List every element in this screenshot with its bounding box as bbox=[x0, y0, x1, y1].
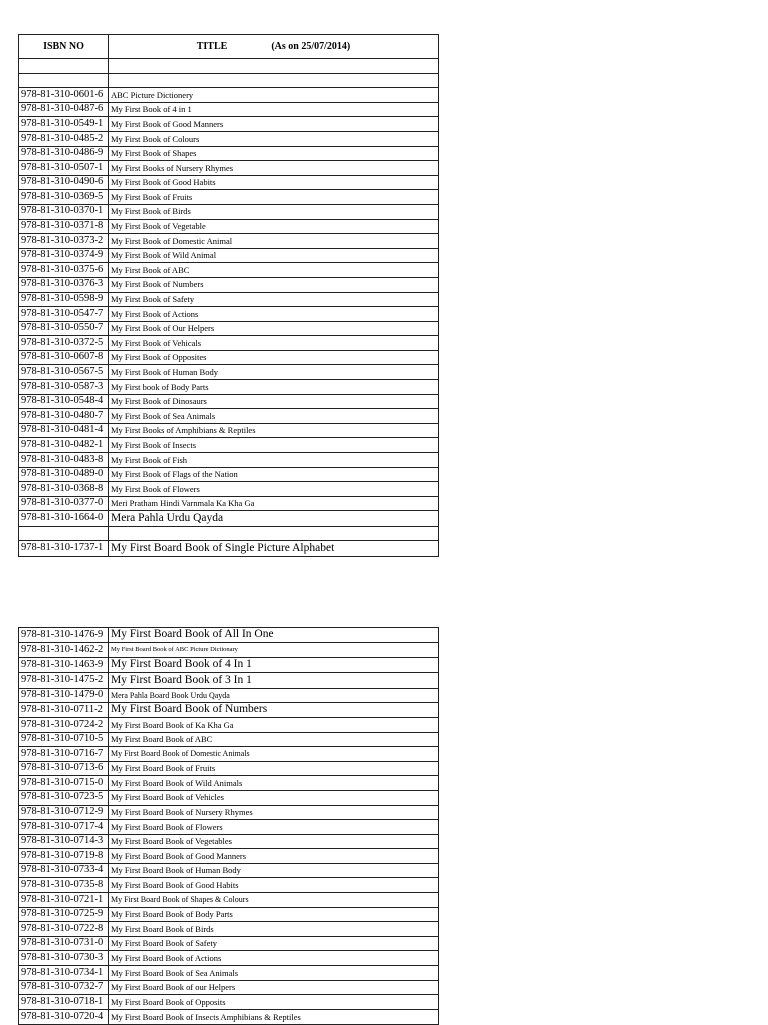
isbn-cell: 978-81-310-0507-1 bbox=[19, 161, 109, 176]
title-header-label: TITLE bbox=[196, 40, 228, 52]
table-row bbox=[19, 790, 439, 805]
table-row bbox=[19, 703, 439, 718]
isbn-cell: 978-81-310-0377-0 bbox=[19, 496, 109, 511]
isbn-cell: 978-81-310-0372-5 bbox=[19, 336, 109, 351]
title-cell: My First Board Book of Actions bbox=[109, 951, 439, 966]
isbn-cell: 978-81-310-0489-0 bbox=[19, 467, 109, 482]
title-cell: My First Board Book of ABC bbox=[109, 732, 439, 747]
isbn-cell: 978-81-310-0601-6 bbox=[19, 88, 109, 103]
title-cell: My First Book of Our Helpers bbox=[109, 321, 439, 336]
isbn-cell: 978-81-310-0486-9 bbox=[19, 146, 109, 161]
header-row bbox=[19, 35, 439, 59]
isbn-cell: 978-81-310-0713-6 bbox=[19, 761, 109, 776]
table-row bbox=[19, 951, 439, 966]
title-cell: My First Book of 4 in 1 bbox=[109, 102, 439, 117]
table-row bbox=[19, 423, 439, 438]
table-row bbox=[19, 307, 439, 322]
table-row bbox=[19, 893, 439, 908]
table-row bbox=[19, 834, 439, 849]
table-row bbox=[19, 747, 439, 762]
title-cell: My First Book of Safety bbox=[109, 292, 439, 307]
isbn-cell: 978-81-310-0369-5 bbox=[19, 190, 109, 205]
table-row bbox=[19, 936, 439, 951]
table-row bbox=[19, 907, 439, 922]
title-cell: My First Book of Sea Animals bbox=[109, 409, 439, 424]
table-row bbox=[19, 688, 439, 703]
table-row bbox=[19, 878, 439, 893]
title-cell: My First Book of Flowers bbox=[109, 482, 439, 497]
title-cell: My First Book of Insects bbox=[109, 438, 439, 453]
isbn-cell: 978-81-310-0483-8 bbox=[19, 453, 109, 468]
isbn-cell: 978-81-310-0721-1 bbox=[19, 893, 109, 908]
title-cell: My First Book of Shapes bbox=[109, 146, 439, 161]
isbn-cell: 978-81-310-0711-2 bbox=[19, 703, 109, 718]
title-cell: My First Board Book of Flowers bbox=[109, 820, 439, 835]
title-cell: My First Board Book of Vegetables bbox=[109, 834, 439, 849]
isbn-cell: 978-81-310-0371-8 bbox=[19, 219, 109, 234]
title-cell: My First Book of Dinosaurs bbox=[109, 394, 439, 409]
table-row bbox=[19, 1009, 439, 1024]
table-row bbox=[19, 409, 439, 424]
table-row bbox=[19, 321, 439, 336]
isbn-cell: 978-81-310-0731-0 bbox=[19, 936, 109, 951]
title-cell: My First Books of Amphibians & Reptiles bbox=[109, 423, 439, 438]
table-row bbox=[19, 438, 439, 453]
title-cell: My First Board Book of Domestic Animals bbox=[109, 747, 439, 762]
table-row bbox=[19, 394, 439, 409]
table-row bbox=[19, 541, 439, 556]
table-row bbox=[19, 219, 439, 234]
table-row bbox=[19, 673, 439, 688]
title-cell: My First Board Book of Vehicles bbox=[109, 790, 439, 805]
title-cell: My First Board Book of Numbers bbox=[109, 703, 439, 718]
table-row bbox=[19, 292, 439, 307]
table-row bbox=[19, 657, 439, 672]
title-cell: ABC Picture Dictionery bbox=[109, 88, 439, 103]
table-row bbox=[19, 922, 439, 937]
title-cell: My First Book of Fruits bbox=[109, 190, 439, 205]
table-row bbox=[19, 453, 439, 468]
table-row bbox=[19, 365, 439, 380]
isbn-cell: 978-81-310-0547-7 bbox=[19, 307, 109, 322]
isbn-cell: 978-81-310-0375-6 bbox=[19, 263, 109, 278]
title-cell: My First Books of Nursery Rhymes bbox=[109, 161, 439, 176]
title-cell: My First Board Book of Fruits bbox=[109, 761, 439, 776]
title-cell: Mera Pahla Urdu Qayda bbox=[109, 511, 439, 526]
isbn-cell: 978-81-310-0373-2 bbox=[19, 234, 109, 249]
title-cell: My First Board Book of 4 In 1 bbox=[109, 657, 439, 672]
isbn-cell: 978-81-310-0735-8 bbox=[19, 878, 109, 893]
isbn-cell: 978-81-310-0548-4 bbox=[19, 394, 109, 409]
table-row bbox=[19, 511, 439, 526]
isbn-cell: 978-81-310-0480-7 bbox=[19, 409, 109, 424]
isbn-cell: 978-81-310-0710-5 bbox=[19, 732, 109, 747]
table-row bbox=[19, 482, 439, 497]
title-cell: My First Book of Opposites bbox=[109, 350, 439, 365]
isbn-cell: 978-81-310-0716-7 bbox=[19, 747, 109, 762]
isbn-cell: 978-81-310-0370-1 bbox=[19, 204, 109, 219]
title-cell: My First Board Book of Birds bbox=[109, 922, 439, 937]
isbn-cell: 978-81-310-0485-2 bbox=[19, 131, 109, 146]
title-cell: My First Book of Colours bbox=[109, 131, 439, 146]
title-cell: My First Board Book of Single Picture Alphabet bbox=[109, 541, 439, 556]
isbn-cell: 978-81-310-0725-9 bbox=[19, 907, 109, 922]
isbn-cell: 978-81-310-0490-6 bbox=[19, 175, 109, 190]
table-row bbox=[19, 380, 439, 395]
title-cell: My First book of Body Parts bbox=[109, 380, 439, 395]
table-row bbox=[19, 190, 439, 205]
table-row bbox=[19, 88, 439, 103]
blank-row bbox=[19, 73, 439, 88]
isbn-cell: 978-81-310-0712-9 bbox=[19, 805, 109, 820]
title-cell: My First Board Book of Body Parts bbox=[109, 907, 439, 922]
blank-row bbox=[19, 526, 439, 541]
isbn-cell: 978-81-310-0732-7 bbox=[19, 980, 109, 995]
table-row bbox=[19, 863, 439, 878]
table-row bbox=[19, 776, 439, 791]
table-row bbox=[19, 248, 439, 263]
isbn-cell: 978-81-310-1463-9 bbox=[19, 657, 109, 672]
title-cell: My First Board Book of Shapes & Colours bbox=[109, 893, 439, 908]
table-row bbox=[19, 277, 439, 292]
isbn-cell: 978-81-310-0550-7 bbox=[19, 321, 109, 336]
title-cell: My First Book of Domestic Animal bbox=[109, 234, 439, 249]
table-row bbox=[19, 496, 439, 511]
isbn-cell: 978-81-310-0722-8 bbox=[19, 922, 109, 937]
isbn-cell: 978-81-310-0720-4 bbox=[19, 1009, 109, 1024]
title-cell: My First Board Book of our Helpers bbox=[109, 980, 439, 995]
isbn-cell: 978-81-310-1479-0 bbox=[19, 688, 109, 703]
title-cell: My First Book of Good Habits bbox=[109, 175, 439, 190]
title-cell: My First Book of Birds bbox=[109, 204, 439, 219]
title-header bbox=[109, 35, 439, 59]
table-row bbox=[19, 820, 439, 835]
table-row bbox=[19, 467, 439, 482]
table-row bbox=[19, 995, 439, 1010]
title-cell: My First Board Book of Human Body bbox=[109, 863, 439, 878]
title-cell: My First Board Book of Safety bbox=[109, 936, 439, 951]
table-row bbox=[19, 966, 439, 981]
title-cell: My First Book of Numbers bbox=[109, 277, 439, 292]
isbn-cell: 978-81-310-0368-8 bbox=[19, 482, 109, 497]
isbn-cell: 978-81-310-1476-9 bbox=[19, 628, 109, 643]
title-cell: My First Book of Vegetable bbox=[109, 219, 439, 234]
table-row bbox=[19, 805, 439, 820]
title-cell: My First Board Book of Opposits bbox=[109, 995, 439, 1010]
table-row bbox=[19, 234, 439, 249]
isbn-cell: 978-81-310-0549-1 bbox=[19, 117, 109, 132]
isbn-cell: 978-81-310-1475-2 bbox=[19, 673, 109, 688]
isbn-cell: 978-81-310-0481-4 bbox=[19, 423, 109, 438]
isbn-table-2 bbox=[18, 627, 439, 1025]
isbn-cell: 978-81-310-0374-9 bbox=[19, 248, 109, 263]
isbn-cell: 978-81-310-0730-3 bbox=[19, 951, 109, 966]
title-cell: My First Book of ABC bbox=[109, 263, 439, 278]
isbn-cell: 978-81-310-0587-3 bbox=[19, 380, 109, 395]
date-note: (As on 25/07/2014) bbox=[271, 40, 351, 52]
title-cell: My First Book of Fish bbox=[109, 453, 439, 468]
table-row bbox=[19, 175, 439, 190]
isbn-cell: 978-81-310-0718-1 bbox=[19, 995, 109, 1010]
isbn-cell: 978-81-310-1664-0 bbox=[19, 511, 109, 526]
isbn-header: ISBN NO bbox=[19, 35, 109, 59]
blank-row bbox=[19, 59, 439, 74]
isbn-cell: 978-81-310-0607-8 bbox=[19, 350, 109, 365]
table-row bbox=[19, 849, 439, 864]
table-row bbox=[19, 643, 439, 658]
isbn-cell: 978-81-310-1737-1 bbox=[19, 541, 109, 556]
title-cell: My First Book of Good Manners bbox=[109, 117, 439, 132]
isbn-cell: 978-81-310-0723-5 bbox=[19, 790, 109, 805]
title-cell: My First Board Book of Sea Animals bbox=[109, 966, 439, 981]
isbn-cell: 978-81-310-0482-1 bbox=[19, 438, 109, 453]
table-row bbox=[19, 761, 439, 776]
table-row bbox=[19, 204, 439, 219]
isbn-cell: 978-81-310-0714-3 bbox=[19, 834, 109, 849]
isbn-table-1 bbox=[18, 34, 439, 557]
table-row bbox=[19, 117, 439, 132]
isbn-cell: 978-81-310-0719-8 bbox=[19, 849, 109, 864]
table-row bbox=[19, 336, 439, 351]
title-cell: My First Board Book of Insects Amphibians & Reptiles bbox=[109, 1009, 439, 1024]
isbn-cell: 978-81-310-0567-5 bbox=[19, 365, 109, 380]
isbn-cell: 978-81-310-1462-2 bbox=[19, 643, 109, 658]
title-cell: My First Board Book of Good Manners bbox=[109, 849, 439, 864]
isbn-cell: 978-81-310-0724-2 bbox=[19, 717, 109, 732]
table-row bbox=[19, 980, 439, 995]
isbn-cell: 978-81-310-0376-3 bbox=[19, 277, 109, 292]
title-cell: My First Board Book of Ka Kha Ga bbox=[109, 717, 439, 732]
table-row bbox=[19, 131, 439, 146]
table-row bbox=[19, 102, 439, 117]
table-row bbox=[19, 263, 439, 278]
title-cell: Mera Pahla Board Book Urdu Qayda bbox=[109, 688, 439, 703]
title-cell: My First Book of Wild Animal bbox=[109, 248, 439, 263]
title-cell: My First Book of Vehicals bbox=[109, 336, 439, 351]
table-row bbox=[19, 717, 439, 732]
title-cell: My First Board Book of All In One bbox=[109, 628, 439, 643]
table-row bbox=[19, 350, 439, 365]
isbn-cell: 978-81-310-0717-4 bbox=[19, 820, 109, 835]
isbn-cell: 978-81-310-0734-1 bbox=[19, 966, 109, 981]
title-cell: My First Board Book of Nursery Rhymes bbox=[109, 805, 439, 820]
title-cell: My First Book of Actions bbox=[109, 307, 439, 322]
table-row bbox=[19, 161, 439, 176]
table-row bbox=[19, 628, 439, 643]
title-cell: My First Board Book of 3 In 1 bbox=[109, 673, 439, 688]
title-cell: My First Book of Flags of the Nation bbox=[109, 467, 439, 482]
isbn-cell: 978-81-310-0733-4 bbox=[19, 863, 109, 878]
title-cell: My First Book of Human Body bbox=[109, 365, 439, 380]
isbn-cell: 978-81-310-0715-0 bbox=[19, 776, 109, 791]
title-cell: My First Board Book of Good Habits bbox=[109, 878, 439, 893]
title-cell: Meri Pratham Hindi Varnmala Ka Kha Ga bbox=[109, 496, 439, 511]
table-row bbox=[19, 146, 439, 161]
table-row bbox=[19, 732, 439, 747]
title-cell: My First Board Book of ABC Picture Dictionary bbox=[109, 643, 439, 658]
title-cell: My First Board Book of Wild Animals bbox=[109, 776, 439, 791]
isbn-cell: 978-81-310-0598-9 bbox=[19, 292, 109, 307]
isbn-cell: 978-81-310-0487-6 bbox=[19, 102, 109, 117]
